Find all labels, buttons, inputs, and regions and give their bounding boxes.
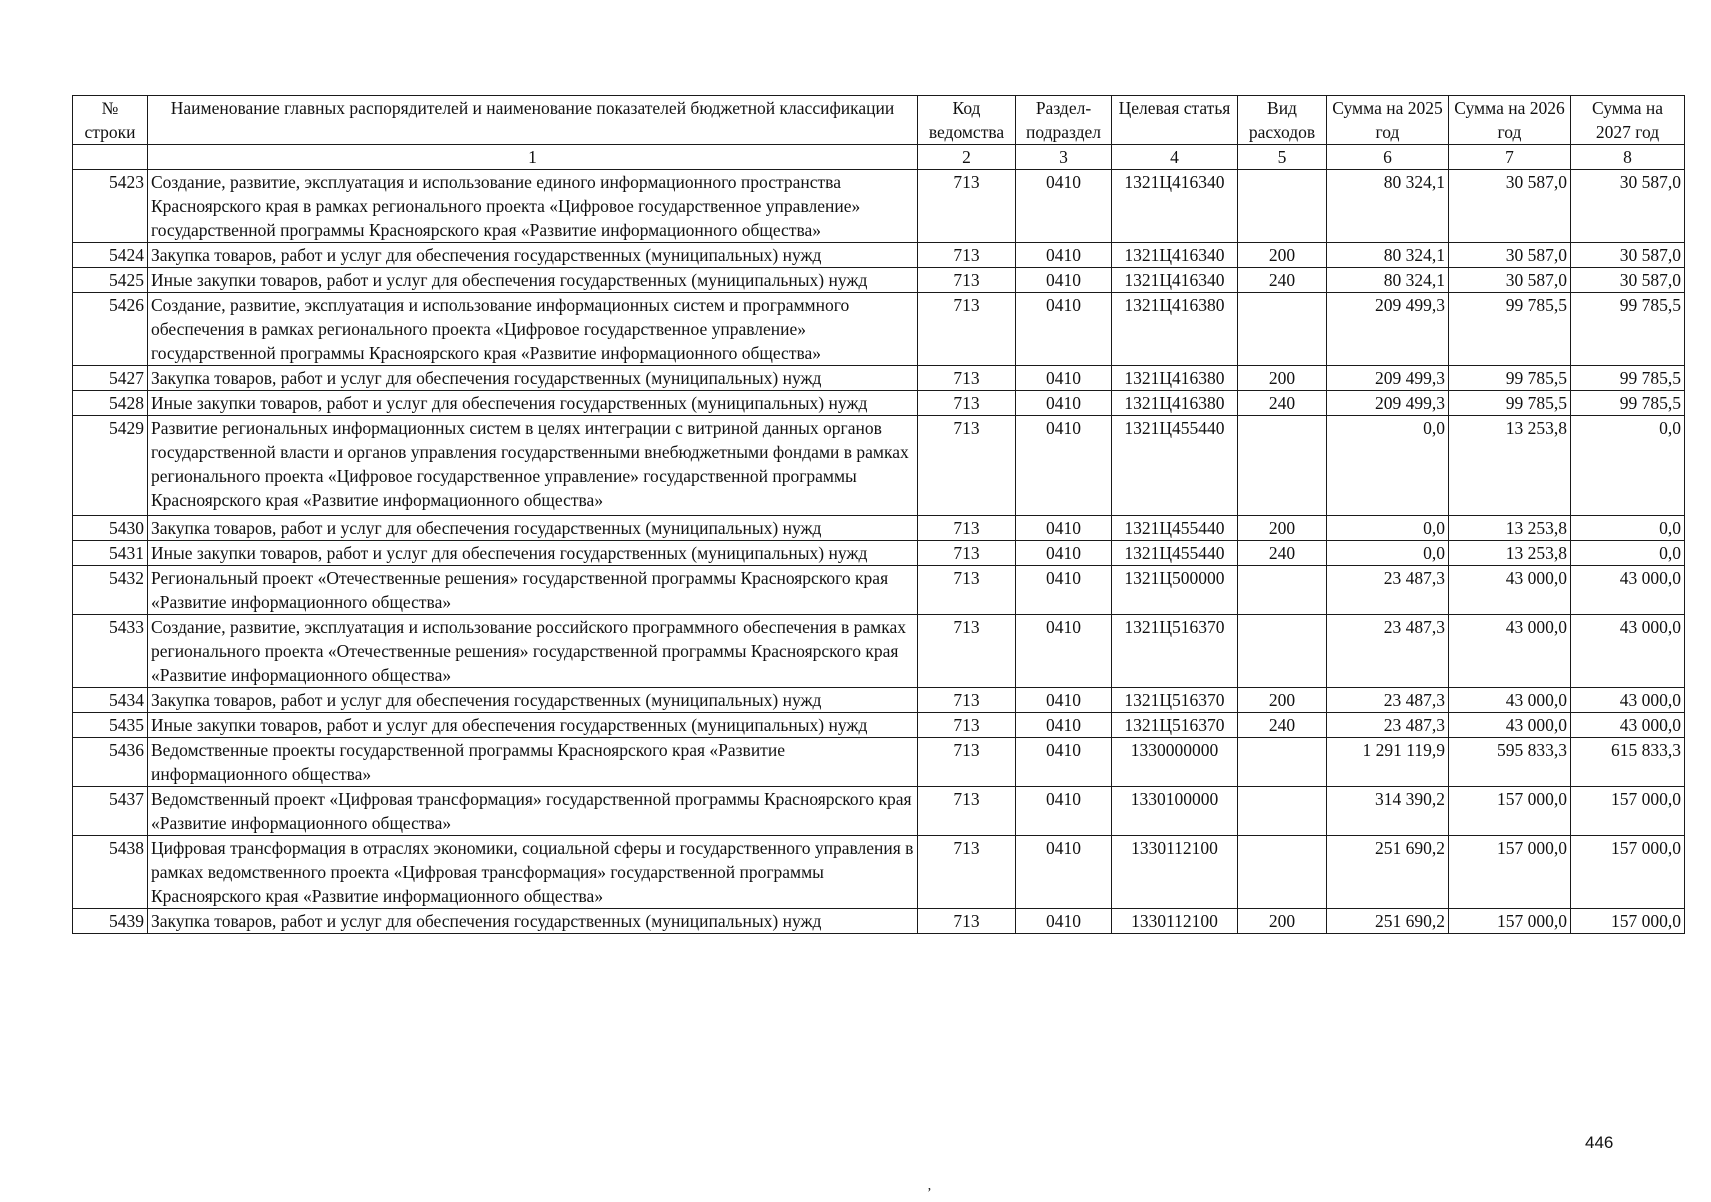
- row-number: 5424: [73, 243, 148, 268]
- row-dept-code: 713: [918, 268, 1016, 293]
- table-row: [73, 170, 1685, 243]
- table-row: [73, 366, 1685, 391]
- row-target-article: 1330112100: [1112, 909, 1238, 934]
- header-name: Наименование главных распорядителей и наименование показателей бюджетной классификации: [148, 96, 918, 145]
- row-number: 5436: [73, 738, 148, 787]
- table-row: [73, 416, 1685, 516]
- header-row: [73, 96, 1685, 145]
- row-sum-2026: 157 000,0: [1449, 836, 1571, 909]
- row-name: Иные закупки товаров, работ и услуг для обеспечения государственных (муниципальных) нужд: [148, 541, 918, 566]
- row-sum-2025: 23 487,3: [1327, 688, 1449, 713]
- row-dept-code: 713: [918, 243, 1016, 268]
- row-sum-2026: 99 785,5: [1449, 293, 1571, 366]
- table-row: [73, 243, 1685, 268]
- row-section: 0410: [1016, 836, 1112, 909]
- row-expense-type: 240: [1238, 713, 1327, 738]
- row-name: Развитие региональных информационных систем в целях интеграции с витриной данных органов государственной власти и органов управления государственными внебюджетными фондами в рамках регионального проекта «Цифровое государственное управление» государственной программы Красноярского края «Развитие информационного общества»: [148, 416, 918, 516]
- row-section: 0410: [1016, 268, 1112, 293]
- table-row: [73, 293, 1685, 366]
- scan-speck: ’: [927, 1186, 932, 1201]
- row-sum-2027: 157 000,0: [1571, 909, 1685, 934]
- row-sum-2026: 30 587,0: [1449, 243, 1571, 268]
- row-expense-type: 200: [1238, 516, 1327, 541]
- row-sum-2026: 13 253,8: [1449, 516, 1571, 541]
- header-sum-2025: Сумма на 2025 год: [1327, 96, 1449, 145]
- table-row: [73, 713, 1685, 738]
- row-sum-2025: 209 499,3: [1327, 391, 1449, 416]
- row-name: Закупка товаров, работ и услуг для обеспечения государственных (муниципальных) нужд: [148, 688, 918, 713]
- row-dept-code: 713: [918, 688, 1016, 713]
- table-row: [73, 391, 1685, 416]
- column-number: 6: [1327, 145, 1449, 170]
- row-target-article: 1321Ц455440: [1112, 516, 1238, 541]
- row-number: 5423: [73, 170, 148, 243]
- header-sum-2026: Сумма на 2026 год: [1449, 96, 1571, 145]
- row-dept-code: 713: [918, 787, 1016, 836]
- table-row: [73, 909, 1685, 934]
- header-section: Раздел-подраздел: [1016, 96, 1112, 145]
- row-name: Создание, развитие, эксплуатация и использование единого информационного пространства Красноярского края в рамках регионального проекта «Цифровое государственное управление» государственной программы Красноярского края «Развитие информационного общества»: [148, 170, 918, 243]
- row-sum-2025: 1 291 119,9: [1327, 738, 1449, 787]
- row-sum-2026: 43 000,0: [1449, 566, 1571, 615]
- row-dept-code: 713: [918, 566, 1016, 615]
- row-sum-2027: 43 000,0: [1571, 713, 1685, 738]
- row-expense-type: [1238, 836, 1327, 909]
- row-sum-2025: 251 690,2: [1327, 836, 1449, 909]
- row-expense-type: [1238, 787, 1327, 836]
- row-dept-code: 713: [918, 170, 1016, 243]
- row-sum-2025: 23 487,3: [1327, 713, 1449, 738]
- row-sum-2027: 30 587,0: [1571, 170, 1685, 243]
- row-target-article: 1330100000: [1112, 787, 1238, 836]
- row-section: 0410: [1016, 391, 1112, 416]
- row-number: 5438: [73, 836, 148, 909]
- column-number: 5: [1238, 145, 1327, 170]
- row-name: Региональный проект «Отечественные решения» государственной программы Красноярского края «Развитие информационного общества»: [148, 566, 918, 615]
- row-expense-type: [1238, 738, 1327, 787]
- row-target-article: 1321Ц416380: [1112, 293, 1238, 366]
- header-dept-code: Код ведомства: [918, 96, 1016, 145]
- row-dept-code: 713: [918, 909, 1016, 934]
- row-number: 5430: [73, 516, 148, 541]
- row-dept-code: 713: [918, 541, 1016, 566]
- row-sum-2025: 0,0: [1327, 541, 1449, 566]
- row-section: 0410: [1016, 909, 1112, 934]
- row-section: 0410: [1016, 688, 1112, 713]
- row-sum-2025: 209 499,3: [1327, 293, 1449, 366]
- row-name: Иные закупки товаров, работ и услуг для обеспечения государственных (муниципальных) нужд: [148, 391, 918, 416]
- row-sum-2027: 615 833,3: [1571, 738, 1685, 787]
- row-sum-2025: 23 487,3: [1327, 615, 1449, 688]
- row-expense-type: 240: [1238, 541, 1327, 566]
- row-section: 0410: [1016, 243, 1112, 268]
- row-section: 0410: [1016, 615, 1112, 688]
- row-number: 5427: [73, 366, 148, 391]
- row-expense-type: 240: [1238, 268, 1327, 293]
- row-number: 5428: [73, 391, 148, 416]
- row-sum-2027: 99 785,5: [1571, 366, 1685, 391]
- column-number: [73, 145, 148, 170]
- row-number: 5435: [73, 713, 148, 738]
- row-sum-2027: 43 000,0: [1571, 688, 1685, 713]
- column-number-row: [73, 145, 1685, 170]
- column-number: 8: [1571, 145, 1685, 170]
- row-dept-code: 713: [918, 366, 1016, 391]
- row-sum-2026: 99 785,5: [1449, 391, 1571, 416]
- row-section: 0410: [1016, 293, 1112, 366]
- row-number: 5439: [73, 909, 148, 934]
- header-sum-2027: Сумма на 2027 год: [1571, 96, 1685, 145]
- row-sum-2027: 0,0: [1571, 516, 1685, 541]
- row-name: Ведомственный проект «Цифровая трансформация» государственной программы Красноярского края «Развитие информационного общества»: [148, 787, 918, 836]
- row-sum-2027: 30 587,0: [1571, 243, 1685, 268]
- row-sum-2026: 30 587,0: [1449, 268, 1571, 293]
- row-target-article: 1330000000: [1112, 738, 1238, 787]
- column-number: 3: [1016, 145, 1112, 170]
- column-number: 4: [1112, 145, 1238, 170]
- row-target-article: 1321Ц416340: [1112, 243, 1238, 268]
- row-dept-code: 713: [918, 293, 1016, 366]
- row-expense-type: 200: [1238, 909, 1327, 934]
- table-row: [73, 566, 1685, 615]
- row-sum-2026: 43 000,0: [1449, 713, 1571, 738]
- row-expense-type: [1238, 170, 1327, 243]
- row-sum-2026: 43 000,0: [1449, 688, 1571, 713]
- row-name: Иные закупки товаров, работ и услуг для обеспечения государственных (муниципальных) нужд: [148, 268, 918, 293]
- row-sum-2026: 595 833,3: [1449, 738, 1571, 787]
- row-expense-type: 200: [1238, 243, 1327, 268]
- row-dept-code: 713: [918, 836, 1016, 909]
- row-dept-code: 713: [918, 391, 1016, 416]
- header-expense-type: Вид расходов: [1238, 96, 1327, 145]
- row-sum-2025: 0,0: [1327, 516, 1449, 541]
- row-sum-2025: 80 324,1: [1327, 170, 1449, 243]
- row-dept-code: 713: [918, 738, 1016, 787]
- column-number: 1: [148, 145, 918, 170]
- row-target-article: 1321Ц516370: [1112, 713, 1238, 738]
- row-name: Закупка товаров, работ и услуг для обеспечения государственных (муниципальных) нужд: [148, 366, 918, 391]
- table-row: [73, 516, 1685, 541]
- row-sum-2026: 99 785,5: [1449, 366, 1571, 391]
- table-row: [73, 615, 1685, 688]
- row-sum-2027: 43 000,0: [1571, 615, 1685, 688]
- header-target-article: Целевая статья: [1112, 96, 1238, 145]
- header-row-no: № строки: [73, 96, 148, 145]
- row-sum-2026: 157 000,0: [1449, 909, 1571, 934]
- row-sum-2026: 13 253,8: [1449, 541, 1571, 566]
- row-sum-2027: 157 000,0: [1571, 836, 1685, 909]
- row-dept-code: 713: [918, 615, 1016, 688]
- row-sum-2025: 314 390,2: [1327, 787, 1449, 836]
- row-target-article: 1321Ц416380: [1112, 391, 1238, 416]
- row-number: 5437: [73, 787, 148, 836]
- row-number: 5426: [73, 293, 148, 366]
- row-expense-type: [1238, 416, 1327, 516]
- table-row: [73, 787, 1685, 836]
- row-sum-2025: 0,0: [1327, 416, 1449, 516]
- row-sum-2026: 30 587,0: [1449, 170, 1571, 243]
- row-number: 5429: [73, 416, 148, 516]
- row-target-article: 1330112100: [1112, 836, 1238, 909]
- row-section: 0410: [1016, 566, 1112, 615]
- table-row: [73, 541, 1685, 566]
- row-sum-2027: 0,0: [1571, 541, 1685, 566]
- budget-table: [72, 95, 1685, 934]
- row-expense-type: [1238, 293, 1327, 366]
- row-number: 5425: [73, 268, 148, 293]
- table-body: [73, 170, 1685, 934]
- row-sum-2027: 0,0: [1571, 416, 1685, 516]
- row-dept-code: 713: [918, 416, 1016, 516]
- row-dept-code: 713: [918, 516, 1016, 541]
- row-name: Создание, развитие, эксплуатация и использование информационных систем и программного обеспечения в рамках регионального проекта «Цифровое государственное управление» государственной программы Красноярского края «Развитие информационного общества»: [148, 293, 918, 366]
- row-section: 0410: [1016, 366, 1112, 391]
- row-section: 0410: [1016, 170, 1112, 243]
- column-number: 2: [918, 145, 1016, 170]
- row-name: Ведомственные проекты государственной программы Красноярского края «Развитие информационного общества»: [148, 738, 918, 787]
- row-target-article: 1321Ц455440: [1112, 541, 1238, 566]
- row-section: 0410: [1016, 713, 1112, 738]
- row-name: Закупка товаров, работ и услуг для обеспечения государственных (муниципальных) нужд: [148, 516, 918, 541]
- row-number: 5431: [73, 541, 148, 566]
- row-number: 5434: [73, 688, 148, 713]
- row-expense-type: 200: [1238, 688, 1327, 713]
- row-section: 0410: [1016, 541, 1112, 566]
- row-sum-2026: 157 000,0: [1449, 787, 1571, 836]
- row-expense-type: 200: [1238, 366, 1327, 391]
- row-expense-type: [1238, 566, 1327, 615]
- row-sum-2025: 251 690,2: [1327, 909, 1449, 934]
- row-target-article: 1321Ц416380: [1112, 366, 1238, 391]
- row-dept-code: 713: [918, 713, 1016, 738]
- table-row: [73, 836, 1685, 909]
- row-name: Закупка товаров, работ и услуг для обеспечения государственных (муниципальных) нужд: [148, 243, 918, 268]
- row-section: 0410: [1016, 516, 1112, 541]
- row-target-article: 1321Ц516370: [1112, 615, 1238, 688]
- table-row: [73, 738, 1685, 787]
- row-name: Иные закупки товаров, работ и услуг для обеспечения государственных (муниципальных) нужд: [148, 713, 918, 738]
- row-sum-2027: 157 000,0: [1571, 787, 1685, 836]
- row-sum-2027: 99 785,5: [1571, 293, 1685, 366]
- row-sum-2026: 13 253,8: [1449, 416, 1571, 516]
- row-name: Закупка товаров, работ и услуг для обеспечения государственных (муниципальных) нужд: [148, 909, 918, 934]
- row-sum-2027: 43 000,0: [1571, 566, 1685, 615]
- row-section: 0410: [1016, 738, 1112, 787]
- row-number: 5433: [73, 615, 148, 688]
- row-section: 0410: [1016, 416, 1112, 516]
- row-target-article: 1321Ц416340: [1112, 170, 1238, 243]
- row-name: Создание, развитие, эксплуатация и использование российского программного обеспечения в рамках регионального проекта «Отечественные решения» государственной программы Красноярского края «Развитие информационного общества»: [148, 615, 918, 688]
- row-target-article: 1321Ц500000: [1112, 566, 1238, 615]
- row-sum-2027: 30 587,0: [1571, 268, 1685, 293]
- page-number: 446: [1585, 1133, 1614, 1152]
- row-sum-2025: 80 324,1: [1327, 268, 1449, 293]
- row-sum-2027: 99 785,5: [1571, 391, 1685, 416]
- row-number: 5432: [73, 566, 148, 615]
- row-sum-2025: 80 324,1: [1327, 243, 1449, 268]
- row-sum-2026: 43 000,0: [1449, 615, 1571, 688]
- row-target-article: 1321Ц455440: [1112, 416, 1238, 516]
- column-number: 7: [1449, 145, 1571, 170]
- table-row: [73, 688, 1685, 713]
- table-row: [73, 268, 1685, 293]
- row-target-article: 1321Ц416340: [1112, 268, 1238, 293]
- row-expense-type: 240: [1238, 391, 1327, 416]
- row-sum-2025: 209 499,3: [1327, 366, 1449, 391]
- row-target-article: 1321Ц516370: [1112, 688, 1238, 713]
- row-expense-type: [1238, 615, 1327, 688]
- row-sum-2025: 23 487,3: [1327, 566, 1449, 615]
- row-section: 0410: [1016, 787, 1112, 836]
- row-name: Цифровая трансформация в отраслях экономики, социальной сферы и государственного управления в рамках ведомственного проекта «Цифровая трансформация» государственной программы Красноярского края «Развитие информационного общества»: [148, 836, 918, 909]
